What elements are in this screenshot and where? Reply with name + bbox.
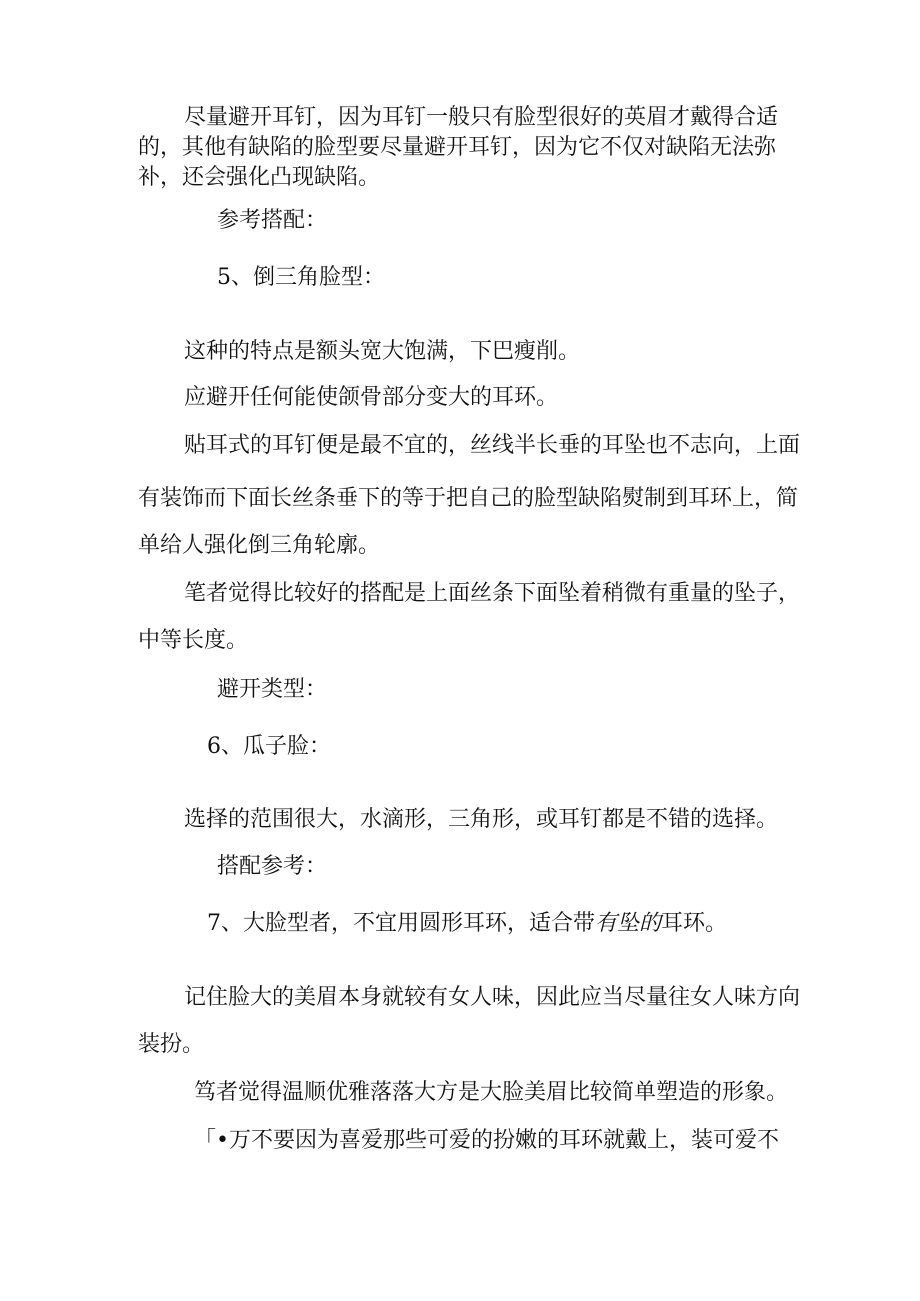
section-heading xyxy=(207,910,727,938)
paragraph-line: 应避开任何能使颌骨部分变大的耳环。 xyxy=(184,385,559,410)
section-heading: 6、瓜子脸： xyxy=(207,734,331,759)
paragraph-line: 有装饰而下面长丝条垂下的等于把自己的脸型缺陷熨制到耳环上，简 xyxy=(138,486,799,511)
section-heading: 5、倒三角脸型： xyxy=(217,265,385,290)
section-label: 避开类型： xyxy=(217,677,328,702)
paragraph-line: 这种的特点是额头宽大饱满，下巴瘦削。 xyxy=(184,339,581,364)
paragraph-line: 「•万不要因为喜爱那些可爱的扮嫩的耳环就戴上，装可爱不 xyxy=(194,1128,779,1153)
section-label: 参考搭配： xyxy=(217,208,328,233)
paragraph-line: 中等长度。 xyxy=(138,628,249,653)
paragraph-line: 选择的范围很大，水滴形，三角形，或耳钉都是不错的选择。 xyxy=(184,807,779,832)
paragraph-line: 记住脸大的美眉本身就较有女人味，因此应当尽量往女人味方向 xyxy=(184,985,801,1010)
section-label: 搭配参考： xyxy=(217,854,328,879)
paragraph-line: 笔者觉得比较好的搭配是上面丝条下面坠着稍微有重量的坠子， xyxy=(184,581,801,606)
paragraph-line: 贴耳式的耳钉便是最不宜的，丝线半长垂的耳坠也不志向，上面 xyxy=(184,433,801,458)
paragraph-line: 的，其他有缺陷的脸型要尽量避开耳钉，因为它不仅对缺陷无法弥 xyxy=(138,135,777,160)
paragraph-line: 尽量避开耳钉，因为耳钉一般只有脸型很好的英眉才戴得合适 xyxy=(184,105,779,130)
paragraph-line: 补，还会强化凸现缺陷。 xyxy=(138,165,381,190)
paragraph-line: 笃者觉得温顺优雅落落大方是大脸美眉比较简单塑造的形象。 xyxy=(194,1080,789,1105)
paragraph-line: 装扮。 xyxy=(138,1032,205,1057)
heading-emphasis: 有坠的 xyxy=(595,911,662,936)
heading-text: 7、大脸型者，不宜用圆形耳环，适合带 xyxy=(207,911,595,936)
heading-text-end: 耳环。 xyxy=(661,911,728,936)
paragraph-line: 单给人强化倒三角轮廓。 xyxy=(138,533,381,558)
